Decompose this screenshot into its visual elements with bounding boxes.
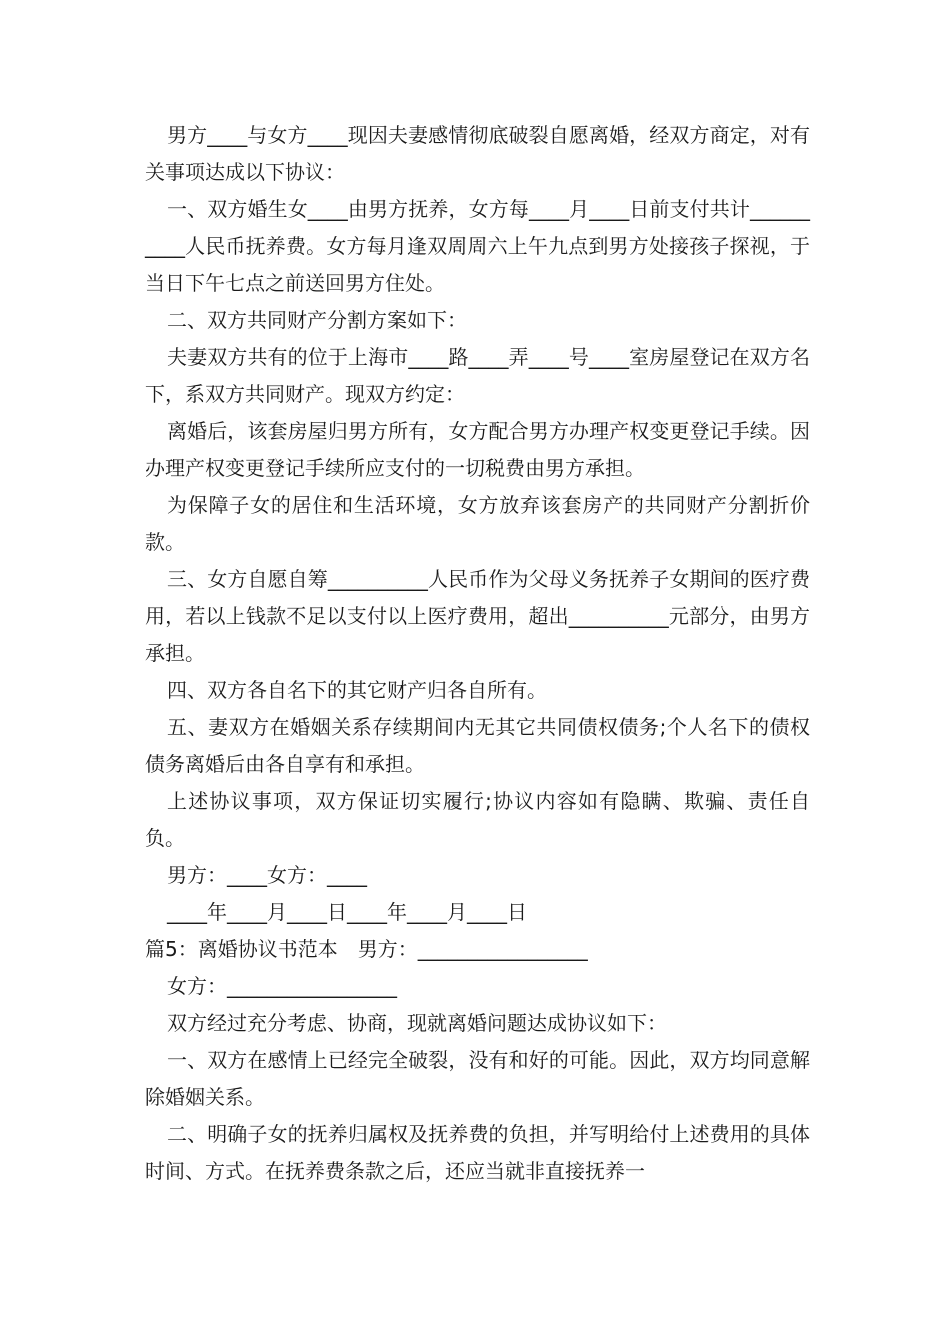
section-5-clause-2: 二、明确子女的抚养归属权及抚养费的负担，并写明给付上述费用的具体时间、方式。在抚养费条款之后，还应当就非直接抚养一 [145,1122,810,1183]
paragraph-clause-3: 三、女方自愿自筹__________人民币作为父母义务抚养子女期间的医疗费用，若以上钱款不足以支付以上医疗费用，超出__________元部分，由男方承担。 [145,567,810,665]
section-5-female-party: 女方：_________________ [167,974,397,998]
section-5-clause-1: 一、双方在感情上已经完全破裂，没有和好的可能。因此，双方均同意解除婚姻关系。 [145,1048,810,1109]
paragraph-guarantee: 上述协议事项，双方保证切实履行;协议内容如有隐瞒、欺骗、责任自负。 [145,789,810,850]
paragraph-clause-2-heading: 二、双方共同财产分割方案如下： [167,308,467,332]
paragraph-clause-5: 五、妻双方在婚姻关系存续期间内无其它共同债权债务;个人名下的债权债务离婚后由各自享有和承担。 [145,715,810,776]
paragraph-clause-4: 四、双方各自名下的其它财产归各自所有。 [167,678,547,702]
section-5-title: 篇5：离婚协议书范本 男方：_________________ [145,937,588,961]
paragraph-intro: 男方____与女方____现因夫妻感情彻底破裂自愿离婚，经双方商定，对有关事项达成以下协议： [145,123,810,184]
paragraph-clause-1: 一、双方婚生女____由男方抚养，女方每____月____日前支付共计__________人民币抚养费。女方每月逢双周周六上午九点到男方处接孩子探视，于当日下午七点之前送回男方住处。 [145,197,810,295]
signature-line: 男方：____女方：____ [167,863,367,887]
paragraph-property-ownership: 离婚后，该套房屋归男方所有，女方配合男方办理产权变更登记手续。因办理产权变更登记手续所应支付的一切税费由男方承担。 [145,419,810,480]
document-body [145,117,810,1190]
date-line: ____年____月____日____年____月____日 [167,900,527,924]
section-5-intro: 双方经过充分考虑、协商，现就离婚问题达成协议如下： [167,1011,667,1035]
paragraph-property-waiver: 为保障子女的居住和生活环境，女方放弃该套房产的共同财产分割折价款。 [145,493,810,554]
paragraph-property-location: 夫妻双方共有的位于上海市____路____弄____号____室房屋登记在双方名下，系双方共同财产。现双方约定： [145,345,810,406]
